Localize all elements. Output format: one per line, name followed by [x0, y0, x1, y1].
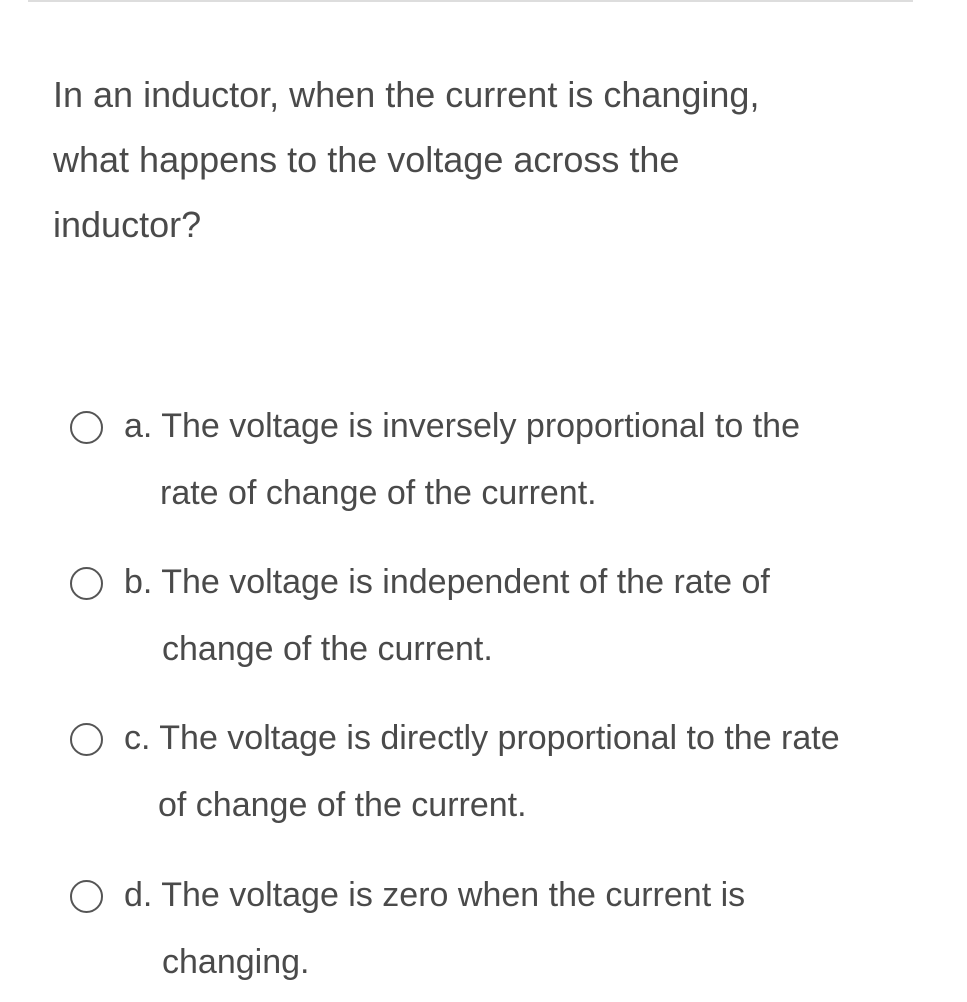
option-b-label-line-1: b. The voltage is independent of the rate of — [124, 563, 770, 601]
radio-button-icon[interactable] — [70, 723, 103, 756]
question-line-1: In an inductor, when the current is changing, — [53, 74, 760, 115]
question-line-3: inductor? — [53, 204, 202, 245]
radio-button-icon[interactable] — [70, 411, 103, 444]
option-a-label-line-1: a. The voltage is inversely proportional to the — [124, 407, 800, 445]
radio-button-icon[interactable] — [70, 567, 103, 600]
option-c[interactable] — [70, 705, 930, 845]
option-a-label-line-2: rate of change of the current. — [160, 474, 597, 512]
option-d-label-line-1: d. The voltage is zero when the current is — [124, 876, 746, 914]
option-c-label-line-1: c. The voltage is directly proportional to the rate — [124, 719, 840, 757]
option-b-label-line-2: change of the current. — [162, 630, 493, 668]
option-d[interactable] — [70, 862, 930, 1002]
question-line-2: what happens to the voltage across the — [53, 139, 680, 180]
option-d-label-line-2: changing. — [162, 943, 310, 981]
option-c-label-line-2: of change of the current. — [158, 786, 527, 824]
radio-button-icon[interactable] — [70, 880, 103, 913]
option-b[interactable] — [70, 549, 930, 689]
option-a[interactable] — [70, 393, 930, 533]
